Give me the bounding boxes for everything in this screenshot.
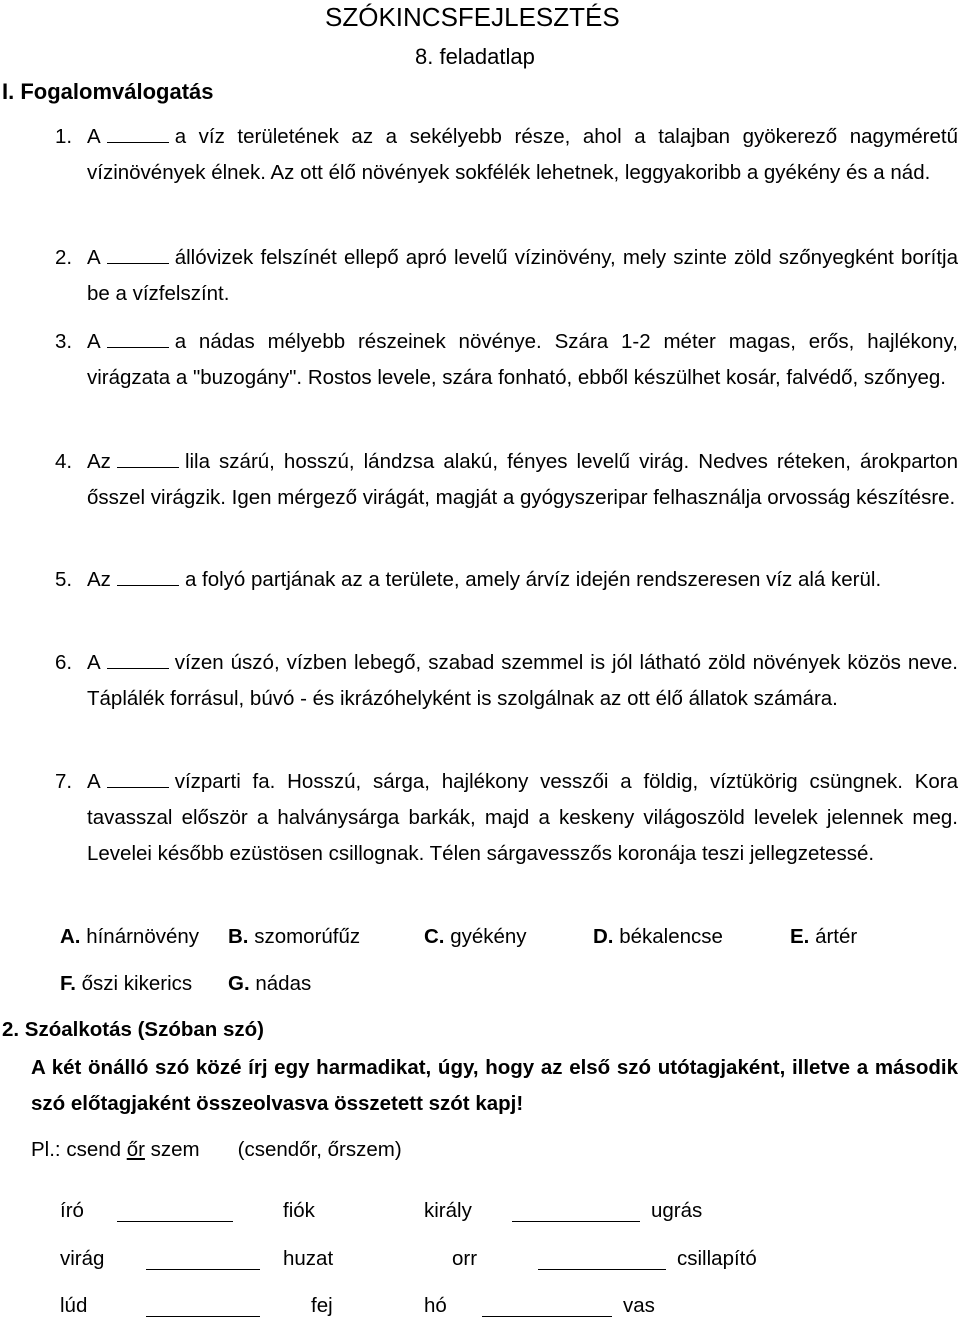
word-row-1-d: ugrás bbox=[651, 1199, 703, 1222]
answer-blank[interactable] bbox=[107, 767, 169, 788]
item-number: 5. bbox=[55, 568, 73, 591]
answer-line[interactable] bbox=[146, 1269, 260, 1270]
example-suffix: szem bbox=[144, 1138, 200, 1161]
option-letter: G. bbox=[228, 972, 250, 995]
item-article: Az bbox=[87, 450, 111, 473]
item-number: 4. bbox=[55, 450, 73, 473]
option-letter: F. bbox=[60, 972, 76, 995]
option-text: ártér bbox=[815, 925, 858, 948]
item-number: 6. bbox=[55, 651, 73, 674]
definition-item-2 bbox=[55, 240, 958, 312]
answer-line[interactable] bbox=[117, 1221, 233, 1222]
example-prefix: Pl.: csend bbox=[31, 1138, 127, 1161]
item-article: A bbox=[87, 330, 101, 353]
answer-line[interactable] bbox=[512, 1221, 640, 1222]
definition-item-3 bbox=[55, 324, 958, 396]
option-text: őszi kikerics bbox=[81, 972, 193, 995]
word-row-3-c: hó bbox=[424, 1294, 447, 1317]
item-number: 3. bbox=[55, 330, 73, 353]
item-article: A bbox=[87, 651, 101, 674]
option-text: gyékény bbox=[450, 925, 527, 948]
word-row-2-d: csillapító bbox=[677, 1247, 757, 1270]
word-row-2-b: huzat bbox=[283, 1247, 334, 1270]
definition-item-6 bbox=[55, 645, 958, 717]
word-row-2-a: virág bbox=[60, 1247, 105, 1270]
answer-blank[interactable] bbox=[107, 327, 169, 348]
option-letter: A. bbox=[60, 925, 81, 948]
answer-line[interactable] bbox=[146, 1316, 260, 1317]
option-c bbox=[424, 925, 527, 949]
answer-blank[interactable] bbox=[107, 243, 169, 264]
answer-blank[interactable] bbox=[107, 122, 169, 143]
option-letter: C. bbox=[424, 925, 445, 948]
item-number: 2. bbox=[55, 246, 73, 269]
section-2-heading: 2. Szóalkotás (Szóban szó) bbox=[2, 1018, 264, 1041]
item-article: A bbox=[87, 125, 101, 148]
item-number: 7. bbox=[55, 770, 73, 793]
example-solution: (csendőr, őrszem) bbox=[237, 1138, 402, 1161]
worksheet-number: 8. feladatlap bbox=[415, 44, 535, 69]
definition-item-4 bbox=[55, 444, 958, 516]
option-a bbox=[60, 925, 199, 949]
example-line bbox=[31, 1138, 402, 1162]
option-text: békalencse bbox=[619, 925, 723, 948]
instruction-text: A két önálló szó közé írj egy harmadikat, úgy, hogy az első szó utótagjaként, illetve a második szó előtagjaként összeolvasva összetett szót kapj! bbox=[31, 1056, 958, 1115]
word-row-3-d: vas bbox=[623, 1294, 655, 1317]
answer-line[interactable] bbox=[538, 1269, 666, 1270]
answer-blank[interactable] bbox=[107, 648, 169, 669]
item-article: A bbox=[87, 246, 101, 269]
option-text: hínárnövény bbox=[86, 925, 200, 948]
item-article: A bbox=[87, 770, 101, 793]
word-row-1-c: király bbox=[424, 1199, 472, 1222]
item-text: vízen úszó, vízben lebegő, szabad szemmel is jól látható zöld növények közös neve. Táplálék forrásul, búvó - és ikrázóhelyként is szolgálnak az ott élő állatok számára. bbox=[87, 651, 958, 710]
option-letter: B. bbox=[228, 925, 249, 948]
item-text: a folyó partjának az a területe, amely árvíz idején rendszeresen víz alá kerül. bbox=[184, 568, 882, 591]
option-f bbox=[60, 972, 192, 996]
item-article: Az bbox=[87, 568, 111, 591]
word-row-1-a: író bbox=[60, 1199, 84, 1222]
item-text: lila szárú, hosszú, lándzsa alakú, fényes levelű virág. Nedves réteken, árokparton ősszel virágzik. Igen mérgező virágát, magját a gyógyszeripar felhasználja orvosság készítésre. bbox=[87, 450, 958, 509]
option-text: nádas bbox=[255, 972, 312, 995]
answer-blank[interactable] bbox=[117, 447, 179, 468]
definition-item-7 bbox=[55, 764, 958, 872]
item-text: a víz területének az a sekélyebb része, ahol a talajban gyökerező nagyméretű vízinövények élnek. Az ott élő növények sokfélék lehetnek, leggyakoribb a gyékény és a nád. bbox=[87, 125, 958, 184]
option-g bbox=[228, 972, 311, 996]
section-1-heading: I. Fogalomválogatás bbox=[2, 79, 214, 104]
example-word: őr bbox=[126, 1138, 145, 1161]
definition-item-1 bbox=[55, 119, 958, 191]
option-letter: D. bbox=[593, 925, 614, 948]
word-row-3-a: lúd bbox=[60, 1294, 88, 1317]
answer-line[interactable] bbox=[482, 1316, 612, 1317]
option-text: szomorúfűz bbox=[254, 925, 361, 948]
option-letter: E. bbox=[790, 925, 810, 948]
word-row-3-b: fej bbox=[311, 1294, 333, 1317]
option-b bbox=[228, 925, 360, 949]
item-number: 1. bbox=[55, 125, 73, 148]
option-e bbox=[790, 925, 857, 949]
item-text: vízparti fa. Hosszú, sárga, hajlékony vesszői a földig, víztükörig csüngnek. Kora tavasszal először a halványsárga barkák, majd a keskeny világoszöld levelek jelennek meg. Levelei később ezüstösen csillognak. Télen sárgavesszős koronája teszi jellegzetessé. bbox=[87, 770, 958, 865]
option-d bbox=[593, 925, 723, 949]
word-row-1-b: fiók bbox=[283, 1199, 315, 1222]
item-text: állóvizek felszínét ellepő apró levelű vízinövény, mely szinte zöld szőnyegként borítja be a vízfelszínt. bbox=[87, 246, 958, 305]
definition-item-5 bbox=[55, 562, 958, 598]
answer-blank[interactable] bbox=[117, 565, 179, 586]
page-title: SZÓKINCSFEJLESZTÉS bbox=[325, 2, 620, 32]
word-row-2-c: orr bbox=[452, 1247, 478, 1270]
item-text: a nádas mélyebb részeinek növénye. Szára 1-2 méter magas, erős, hajlékony, virágzata a "buzogány". Rostos levele, szára fonható, ebből készülhet kosár, falvédő, szőnyeg. bbox=[87, 330, 958, 389]
